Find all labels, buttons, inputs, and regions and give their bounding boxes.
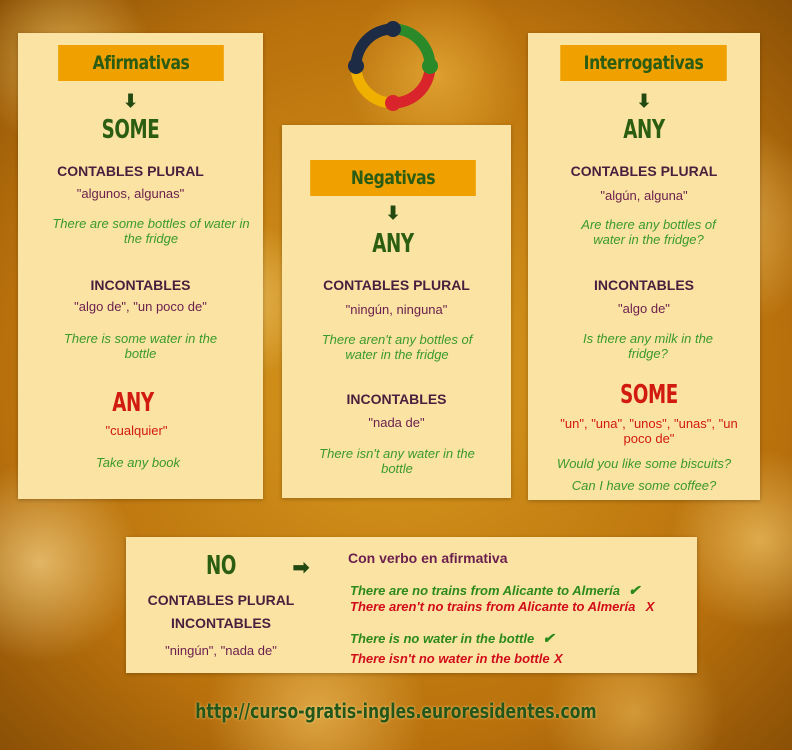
logo-ring-icon [345,21,441,111]
no-correct-sentence-1: There are no trains from Alicante to Almería [350,583,620,598]
affirmative-alt-quote: "cualquier" [105,423,168,438]
no-panel [126,537,697,673]
no-example-correct-2 [350,630,554,648]
no-keyword: NO [205,551,237,581]
affirmative-uncountable-example: There is some water in the bottle [63,331,218,361]
check-icon: ✔ [542,630,555,646]
cross-icon: X [645,599,655,614]
affirmative-countable-example: There are some bottles of water in the fridge [52,216,250,246]
no-wrong-sentence-1: There aren't no trains from Alicante to Almería [350,599,636,614]
interrogative-countable-title: CONTABLES PLURAL [570,163,718,179]
interrogative-countable-example: Are there any bottles of water in the fridge? [581,217,716,247]
no-example-wrong-2 [350,650,563,668]
affirmative-alt-example: Take any book [95,455,181,470]
interrogative-alt-keyword: SOME [620,380,678,410]
down-arrow-icon: ⬇ [385,203,401,223]
interrogative-uncountable-quote: "algo de" [618,301,670,316]
no-uncountable-title: INCONTABLES [170,615,272,631]
negative-countable-title: CONTABLES PLURAL [323,277,470,293]
affirmative-panel [18,33,263,499]
negative-countable-quote: "ningún, ninguna" [345,302,448,317]
negative-countable-example: There aren't any bottles of water in the fridge [321,332,473,362]
affirmative-header: Afirmativas [58,45,224,81]
affirmative-uncountable-quote: "algo de", "un poco de" [74,299,207,314]
check-icon: ✔ [628,582,641,598]
footer-url-link[interactable]: http://curso-gratis-ingles.euroresidentes.com [195,699,597,723]
negative-uncountable-quote: "nada de" [368,415,425,430]
affirmative-uncountable-title: INCONTABLES [90,277,191,293]
affirmative-countable-title: CONTABLES PLURAL [57,163,204,179]
interrogative-alt-example-2: Can I have some coffee? [571,478,717,493]
interrogative-uncountable-title: INCONTABLES [593,277,695,293]
interrogative-header: Interrogativas [560,45,726,81]
cross-icon: X [554,651,563,666]
negative-header: Negativas [310,160,476,196]
interrogative-keyword: ANY [623,115,665,145]
no-rule-title: Con verbo en afirmativa [348,550,508,566]
affirmative-alt-keyword: ANY [112,388,154,418]
no-correct-sentence-2: There is no water in the bottle [350,631,535,646]
no-countable-title: CONTABLES PLURAL [147,592,295,608]
interrogative-alt-example-1: Would you like some biscuits? [556,456,732,471]
down-arrow-icon: ⬇ [122,91,139,111]
interrogative-alt-quote: "un", "una", "unos", "unas", "un poco de" [560,416,738,446]
no-wrong-sentence-2: There isn't no water in the bottle [350,651,550,666]
negative-uncountable-example: There isn't any water in the bottle [319,446,475,476]
negative-panel [282,125,511,498]
interrogative-countable-quote: "algún, alguna" [600,188,688,203]
right-arrow-icon: ➡ [292,557,310,579]
interrogative-panel [528,33,760,500]
affirmative-keyword: SOME [101,115,160,145]
no-quote: "ningún", "nada de" [165,643,277,658]
negative-uncountable-title: INCONTABLES [346,391,447,407]
interrogative-uncountable-example: Is there any milk in the fridge? [582,331,714,361]
down-arrow-icon: ⬇ [636,91,652,111]
no-example-wrong-1 [350,598,654,616]
negative-keyword: ANY [372,229,414,259]
affirmative-countable-quote: "algunos, algunas" [76,186,185,201]
